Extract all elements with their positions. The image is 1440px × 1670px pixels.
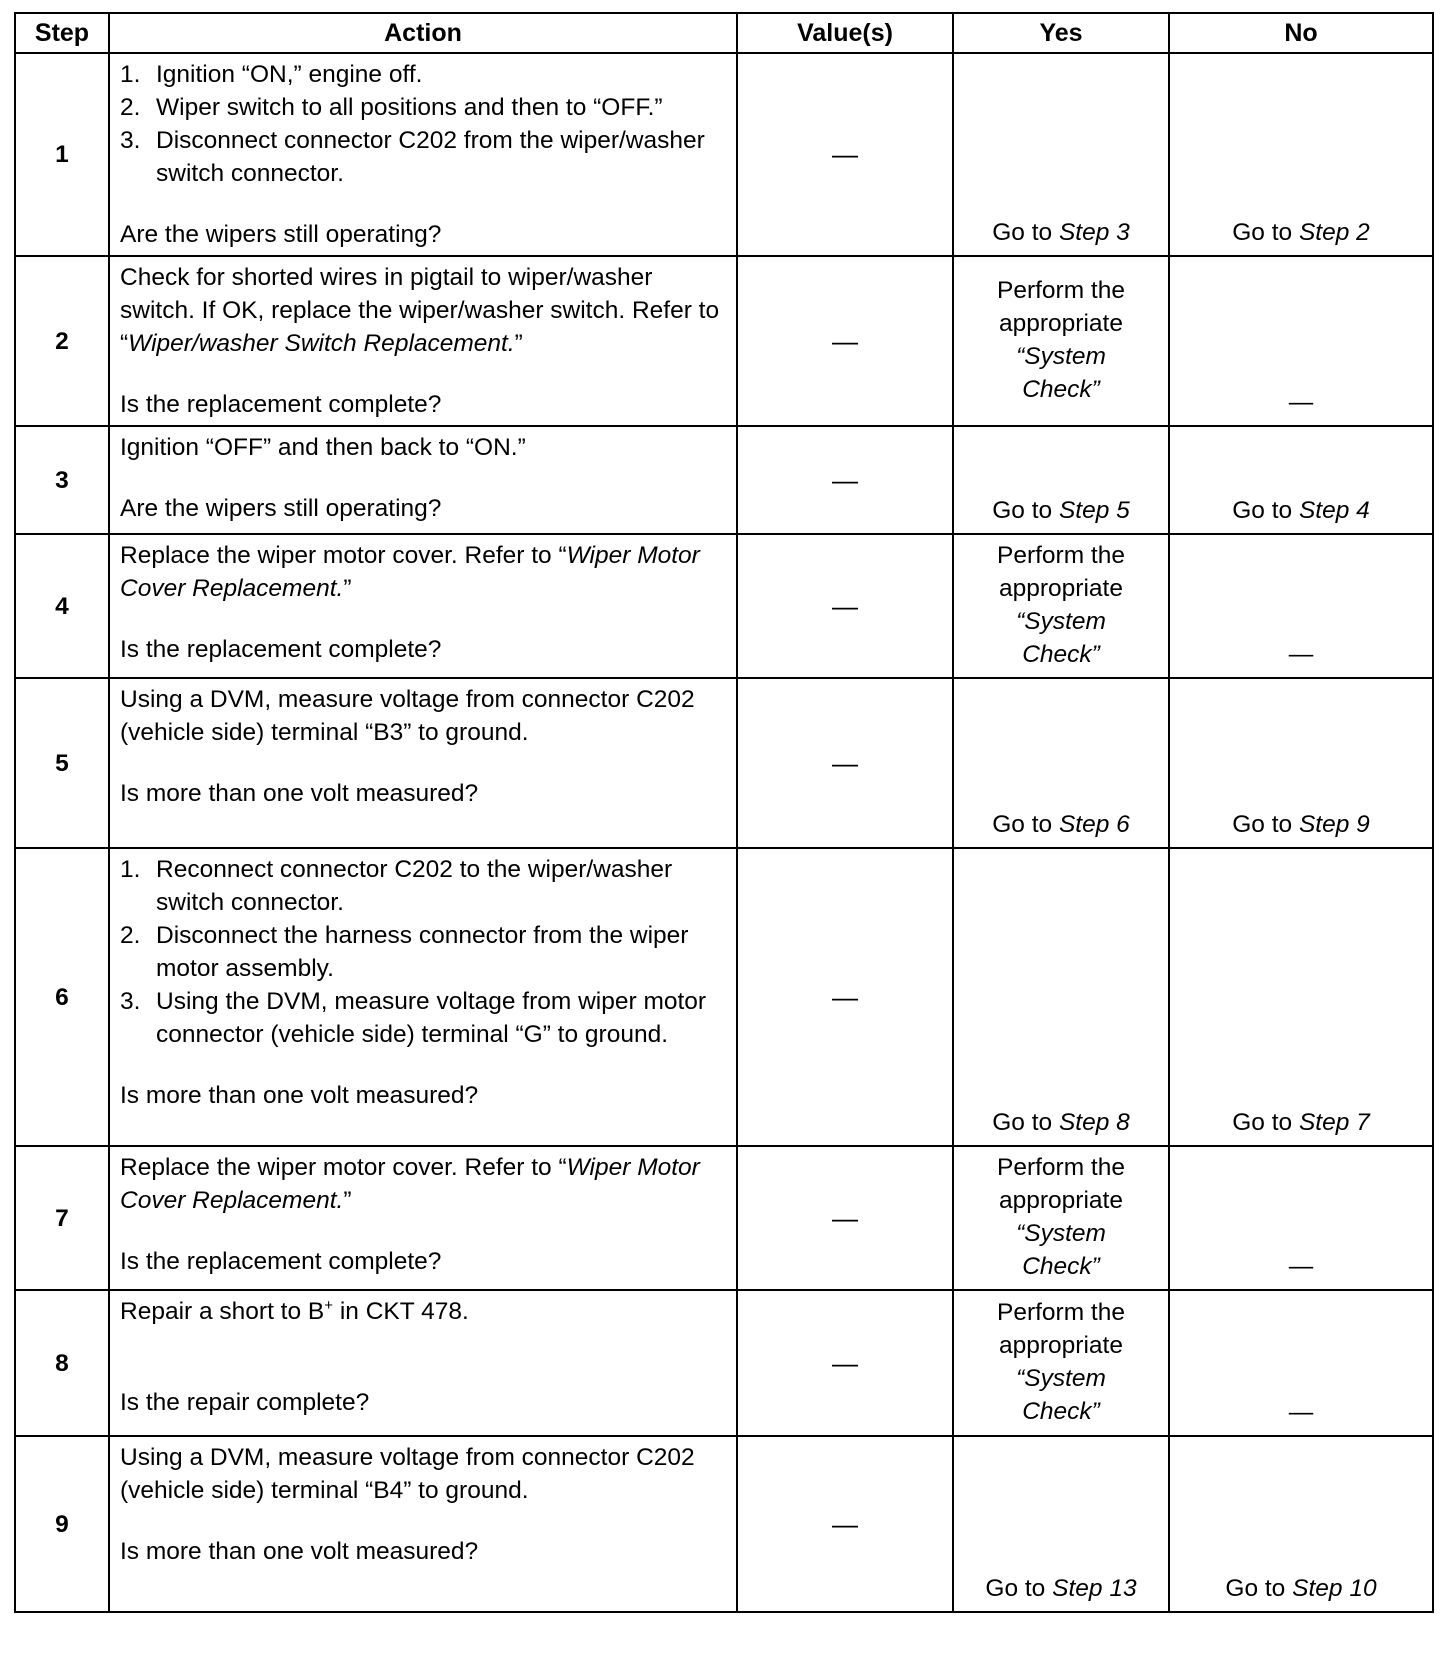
no-dash: — [1169, 534, 1433, 678]
reference-title: Wiper Motor Cover Replacement. [120, 1154, 700, 1214]
action-cell [109, 848, 737, 1146]
value-dash: — [737, 678, 953, 848]
step-number: 7 [15, 1146, 109, 1290]
question-text: Are the wipers still operating? [120, 221, 442, 248]
header-step: Step [15, 13, 109, 53]
value-dash: — [737, 848, 953, 1146]
value-dash: — [737, 426, 953, 534]
step-number: 4 [15, 534, 109, 678]
no-cell: Go to Step 9 [1169, 678, 1433, 848]
yes-cell: Perform the appropriate “System Check” [953, 256, 1169, 426]
no-step-link: Step 7 [1298, 1109, 1370, 1136]
no-dash: — [1169, 1146, 1433, 1290]
question-text: Are the wipers still operating? [120, 495, 442, 522]
action-cell [109, 1290, 737, 1436]
action-cell [109, 534, 737, 678]
value-dash: — [737, 1436, 953, 1612]
yes-cell: Perform the appropriate “System Check” [953, 1290, 1169, 1436]
step-number: 3 [15, 426, 109, 534]
question-text: Is the replacement complete? [120, 391, 442, 418]
list-item: 1. Reconnect connector C202 to the wiper/washer switch connector. [120, 856, 673, 916]
question-text: Is the replacement complete? [120, 1248, 442, 1275]
yes-step-link: Step 3 [1058, 219, 1130, 246]
value-dash: — [737, 53, 953, 256]
table-row-step-5 [15, 678, 1433, 848]
action-text: Using a DVM, measure voltage from connector C202 (vehicle side) terminal “B4” to ground. [120, 1444, 695, 1504]
yes-cell: Go to Step 13 [953, 1436, 1169, 1612]
step-number: 8 [15, 1290, 109, 1436]
reference-title: Wiper/washer Switch Replacement. [128, 330, 515, 357]
action-cell [109, 678, 737, 848]
action-text: Using a DVM, measure voltage from connector C202 (vehicle side) terminal “B3” to ground. [120, 686, 695, 746]
value-dash: — [737, 1146, 953, 1290]
yes-cell: Go to Step 5 [953, 426, 1169, 534]
reference-title: Wiper Motor Cover Replacement. [120, 542, 700, 602]
action-cell [109, 53, 737, 256]
action-cell [109, 1146, 737, 1290]
no-step-link: Step 9 [1298, 811, 1370, 838]
no-step-link: Step 4 [1298, 497, 1370, 524]
diagnostic-table-page [14, 12, 1432, 1613]
no-dash: — [1169, 256, 1433, 426]
table-row-step-1 [15, 53, 1433, 256]
no-cell: Go to Step 4 [1169, 426, 1433, 534]
yes-step-link: Step 5 [1058, 497, 1130, 524]
list-item: 1. Ignition “ON,” engine off. [120, 61, 423, 88]
table-row-step-4 [15, 534, 1433, 678]
question-text: Is the repair complete? [120, 1389, 370, 1416]
header-no: No [1169, 13, 1433, 53]
header-yes: Yes [953, 13, 1169, 53]
question-text: Is the replacement complete? [120, 636, 442, 663]
value-dash: — [737, 256, 953, 426]
superscript-plus: + [324, 1296, 334, 1314]
yes-step-link: Step 13 [1052, 1575, 1137, 1602]
action-text: Ignition “OFF” and then back to “ON.” [120, 434, 526, 461]
action-text: Replace the wiper motor cover. Refer to “Wiper Motor Cover Replacement.” [120, 1154, 700, 1214]
question-text: Is more than one volt measured? [120, 780, 479, 807]
table-row-step-6 [15, 848, 1433, 1146]
yes-cell: Go to Step 6 [953, 678, 1169, 848]
step-number: 9 [15, 1436, 109, 1612]
list-item: 3. Using the DVM, measure voltage from wiper motor connector (vehicle side) terminal “G” to ground. [120, 988, 707, 1048]
yes-step-link: Step 8 [1058, 1109, 1130, 1136]
value-dash: — [737, 1290, 953, 1436]
action-text: Repair a short to B+ in CKT 478. [120, 1296, 469, 1325]
step-number: 6 [15, 848, 109, 1146]
value-dash: — [737, 534, 953, 678]
no-dash: — [1169, 1290, 1433, 1436]
action-text: Replace the wiper motor cover. Refer to “Wiper Motor Cover Replacement.” [120, 542, 700, 602]
action-cell [109, 1436, 737, 1612]
table-row-step-3 [15, 426, 1433, 534]
step-number: 2 [15, 256, 109, 426]
list-item: 2. Wiper switch to all positions and then to “OFF.” [120, 94, 663, 121]
question-text: Is more than one volt measured? [120, 1538, 479, 1565]
question-text: Is more than one volt measured? [120, 1082, 479, 1109]
list-item: 3. Disconnect connector C202 from the wiper/washer switch connector. [120, 127, 705, 187]
no-cell: Go to Step 2 [1169, 53, 1433, 256]
yes-cell: Perform the appropriate “System Check” [953, 534, 1169, 678]
yes-cell: Go to Step 8 [953, 848, 1169, 1146]
table-row-step-9 [15, 1436, 1433, 1612]
list-item: 2. Disconnect the harness connector from the wiper motor assembly. [120, 922, 689, 982]
table-row-step-2 [15, 256, 1433, 426]
no-cell: Go to Step 10 [1169, 1436, 1433, 1612]
action-text: Check for shorted wires in pigtail to wiper/washer switch. If OK, replace the wiper/washer switch. Refer to “Wiper/washer Switch Replacement.” [120, 264, 720, 357]
action-cell [109, 426, 737, 534]
no-cell: Go to Step 7 [1169, 848, 1433, 1146]
action-cell [109, 256, 737, 426]
step-number: 5 [15, 678, 109, 848]
header-action: Action [109, 13, 737, 53]
table-row-step-7 [15, 1146, 1433, 1290]
step-number: 1 [15, 53, 109, 256]
no-step-link: Step 10 [1292, 1575, 1377, 1602]
no-step-link: Step 2 [1298, 219, 1370, 246]
header-row [15, 13, 1433, 53]
yes-cell: Go to Step 3 [953, 53, 1169, 256]
diagnostic-table [14, 12, 1434, 1613]
yes-step-link: Step 6 [1058, 811, 1130, 838]
yes-cell: Perform the appropriate “System Check” [953, 1146, 1169, 1290]
header-values: Value(s) [737, 13, 953, 53]
table-row-step-8 [15, 1290, 1433, 1436]
